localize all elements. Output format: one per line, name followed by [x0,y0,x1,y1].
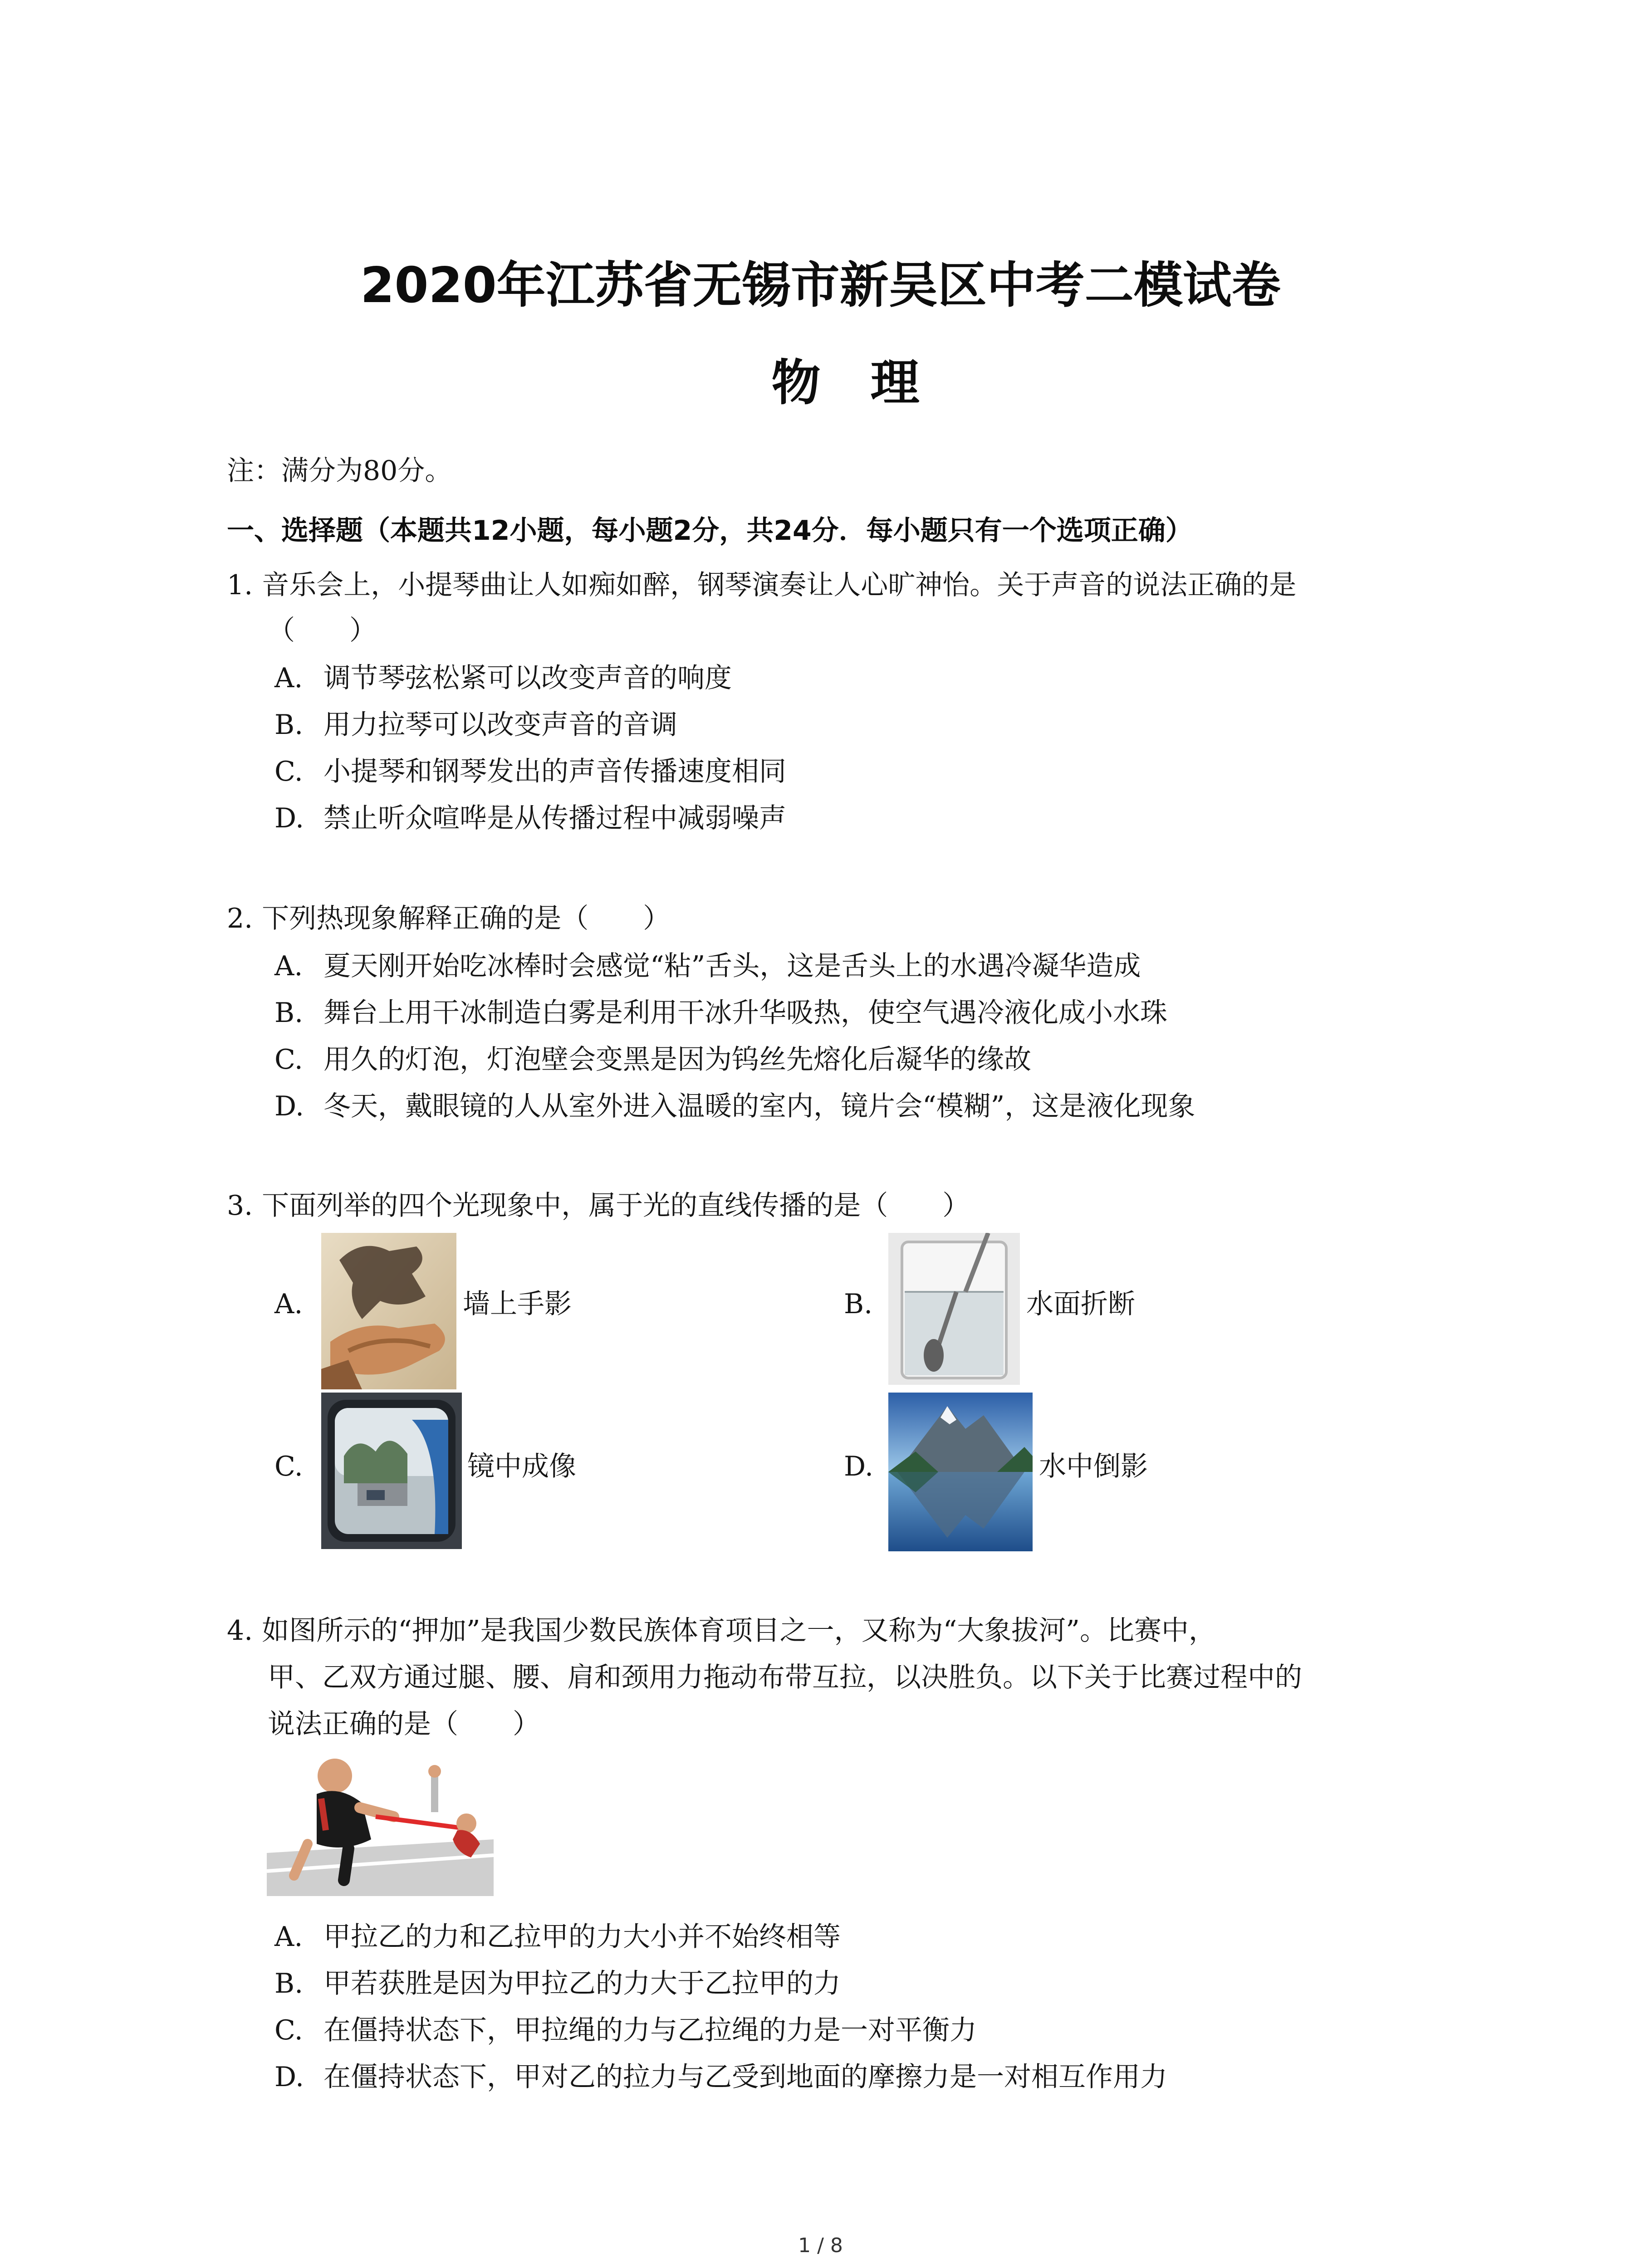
option-letter: A. [274,1921,303,1953]
question-text: 下面列举的四个光现象中，属于光的直线传播的是（ ） [262,1190,970,1222]
option-letter: D. [274,2061,304,2093]
option-text: 镜中成像 [467,1451,576,1482]
option-a [274,948,1141,984]
option-b [274,995,1167,1031]
option-text: 舞台上用干冰制造白雾是利用干冰升华吸热，使空气遇冷液化成小水珠 [323,997,1167,1029]
subject-title: 物理 [771,355,970,411]
option-text: 冬天，戴眼镜的人从室外进入温暖的室内，镜片会“模糊”，这是液化现象 [323,1090,1195,1122]
option-text: 在僵持状态下，甲对乙的拉力与乙受到地面的摩擦力是一对相互作用力 [323,2061,1167,2093]
option-letter: B. [274,1968,304,1999]
question-number: 2. [227,903,253,934]
option-d [274,800,786,836]
question-number: 1. [227,569,253,601]
option-letter: B. [844,1288,873,1320]
option-letter: B. [274,997,304,1029]
tug-of-war-image [267,1749,494,1896]
question-text: 下列热现象解释正确的是（ ） [262,903,671,934]
question-1-stem-line-2: （ ） [268,615,377,646]
question-1-stem [227,567,1296,603]
option-text: 甲若获胜是因为甲拉乙的力大于乙拉甲的力 [323,1968,841,1999]
option-text: 夏天刚开始吃冰棒时会感觉“粘”舌头，这是舌头上的水遇冷凝华造成 [323,950,1141,982]
option-text: 用力拉琴可以改变声音的音调 [323,709,677,741]
option-b [274,1965,841,2002]
option-letter: C. [274,1044,303,1075]
option-letter: A. [274,1288,303,1320]
question-3-stem [227,1188,970,1224]
question-2-stem [227,900,670,937]
question-4-stem-line-3: 说法正确的是（ ） [268,1708,540,1740]
option-b [274,707,677,743]
option-text: 水中倒影 [1039,1451,1148,1482]
section-heading: 一、选择题（本题共12小题，每小题2分，共24分．每小题只有一个选项正确） [227,515,1193,547]
question-number: 4. [227,1615,253,1647]
question-number: 3. [227,1190,253,1222]
option-letter: C. [274,756,303,787]
mountain-reflection-image [888,1393,1033,1551]
option-letter: A. [274,950,303,982]
option-letter: D. [274,802,304,834]
option-text: 用久的灯泡，灯泡壁会变黑是因为钨丝先熔化后凝华的缘故 [323,1044,1031,1075]
option-d [274,2059,1167,2095]
option-text: 在僵持状态下，甲拉绳的力与乙拉绳的力是一对平衡力 [323,2014,977,2046]
option-letter: B. [274,709,304,741]
option-c [274,2012,977,2048]
option-text: 水面折断 [1026,1288,1135,1320]
option-c [274,1041,1031,1078]
hand-shadow-image [321,1233,456,1389]
question-text: 如图所示的“押加”是我国少数民族体育项目之一，又称为“大象拔河”。比赛中， [262,1615,1216,1647]
question-text: 音乐会上，小提琴曲让人如痴如醉，钢琴演奏让人心旷神怡。关于声音的说法正确的是 [262,569,1297,601]
spoon-in-water-image [888,1233,1020,1385]
option-text: 调节琴弦松紧可以改变声音的响度 [323,662,732,694]
option-text: 墙上手影 [463,1288,572,1320]
option-letter: D. [274,1090,304,1122]
option-letter: C. [274,2014,303,2046]
car-mirror-image [321,1393,462,1549]
option-d [274,1088,1195,1124]
option-letter: D. [844,1451,874,1482]
option-text: 小提琴和钢琴发出的声音传播速度相同 [323,756,786,787]
page-number: 1 / 8 [798,2234,843,2257]
option-a [274,1919,841,1955]
option-letter: A. [274,662,303,694]
option-letter: C. [274,1451,303,1482]
exam-title: 2020年江苏省无锡市新吴区中考二模试卷 [360,257,1281,314]
option-text: 禁止听众喧哗是从传播过程中减弱噪声 [323,802,786,834]
score-note: 注：满分为80分。 [227,455,452,487]
question-4-stem [227,1613,1216,1649]
option-c [274,753,786,790]
option-text: 甲拉乙的力和乙拉甲的力大小并不始终相等 [323,1921,841,1953]
question-4-stem-line-2: 甲、乙双方通过腿、腰、肩和颈用力拖动布带互拉，以决胜负。以下关于比赛过程中的 [268,1662,1302,1693]
option-a [274,660,732,696]
